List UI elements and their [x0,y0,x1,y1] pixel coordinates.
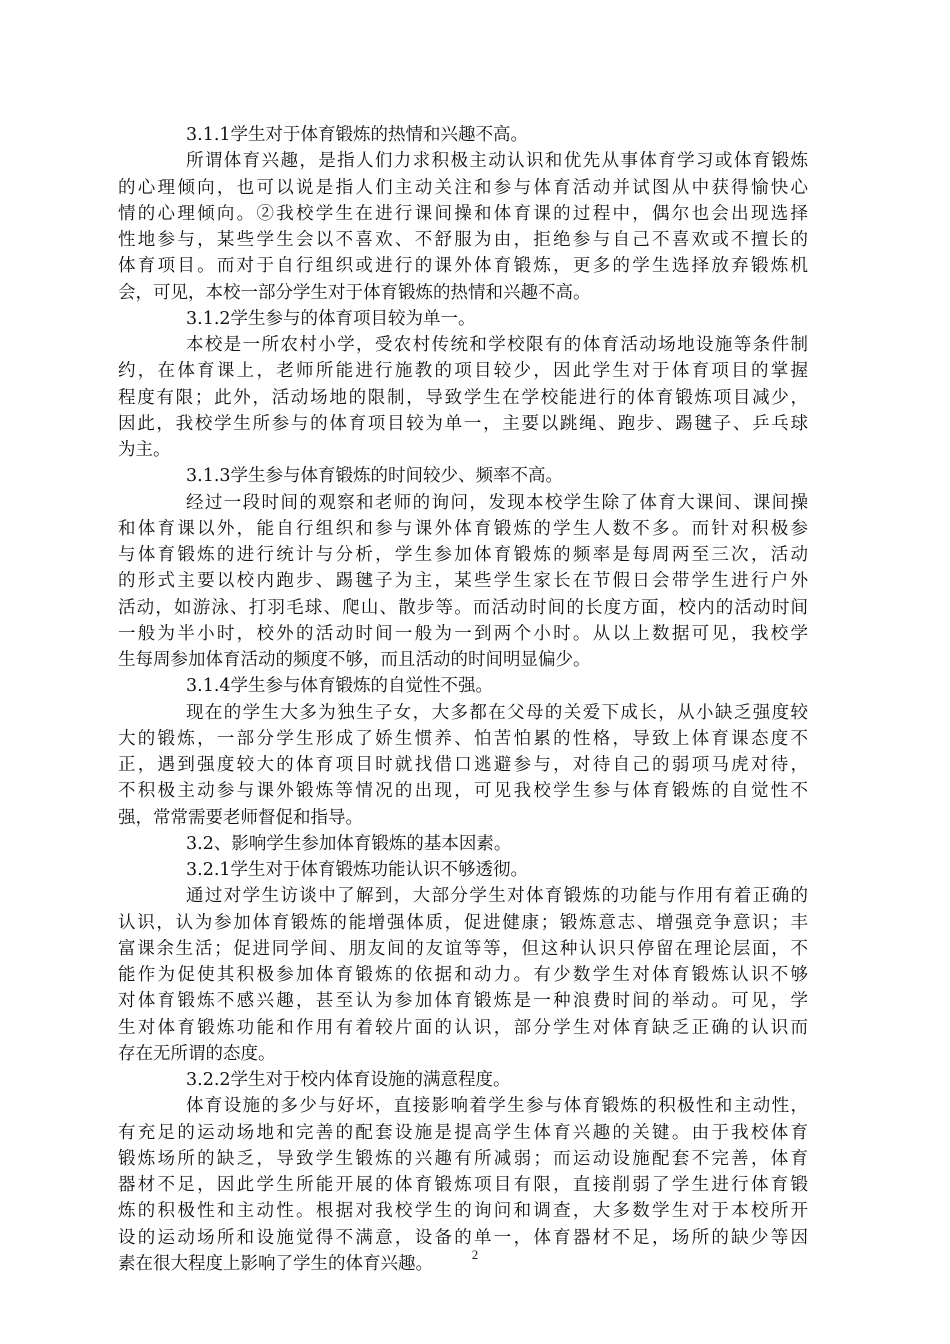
text-line: 对体育锻炼不感兴趣，甚至认为参加体育锻炼是一种浪费时间的举动。可见，学 [118,991,808,1012]
text-line: 正，遇到强度较大的体育项目时就找借口逃避参与，对待自己的弱项马虎对待， [118,755,808,775]
text-line: 3.1.4学生参与体育锻炼的自觉性不强。 [186,676,494,697]
text-line: 的心理倾向，也可以说是指人们主动关注和参与体育活动并试图从中获得愉快心 [118,177,808,198]
text-line: 为主。 [118,440,171,460]
text-line: 通过对学生访谈中了解到，大部分学生对体育锻炼的功能与作用有着正确的 [186,886,808,907]
text-line: 约，在体育课上，老师所能进行施教的项目较少，因此学生对于体育项目的掌握 [118,361,808,382]
text-line: 素在很大程度上影响了学生的体育兴趣。 [118,1253,433,1274]
text-line: 生对体育锻炼功能和作用有着较片面的认识，部分学生对体育缺乏正确的认识而 [118,1017,808,1038]
text-line: 一般为半小时，校外的活动时间一般为一到两个小时。从以上数据可见，我校学 [118,623,808,644]
text-line: 存在无所谓的态度。 [118,1043,276,1064]
text-line: 设的运动场所和设施觉得不满意，设备的单一，体育器材不足，场所的缺少等因 [118,1227,808,1248]
text-line: 3.2.2学生对于校内体育设施的满意程度。 [186,1070,511,1090]
text-line: 生每周参加体育活动的频度不够，而且活动的时间明显偏少。 [118,650,591,670]
text-line: 锻炼场所的缺乏，导致学生锻炼的兴趣有所减弱；而运动设施配套不完善，体育 [118,1148,808,1169]
text-line: 性地参与，某些学生会以不喜欢、不舒服为由，拒绝参与自己不喜欢或不擅长的 [118,230,808,250]
text-line: 强，常常需要老师督促和指导。 [118,807,363,828]
text-line: 所谓体育兴趣，是指人们力求积极主动认识和优先从事体育学习或体育锻炼 [186,151,808,172]
text-line: 体育设施的多少与好坏，直接影响着学生参与体育锻炼的积极性和主动性， [186,1096,808,1117]
document-body [118,122,808,1277]
text-line: 因此，我校学生所参与的体育项目较为单一，主要以跳绳、跑步、踢毽子、乒乓球 [118,413,808,434]
text-line: 的形式主要以校内跑步、踢毽子为主，某些学生家长在节假日会带学生进行户外 [118,571,808,592]
text-line: 器材不足，因此学生所能开展的体育锻炼项目有限，直接削弱了学生进行体育锻 [118,1175,808,1195]
text-line: 现在的学生大多为独生子女，大多都在父母的关爱下成长，从小缺乏强度较 [186,702,808,723]
text-line: 与体育锻炼的进行统计与分析，学生参加体育锻炼的频率是每周两至三次，活动 [118,545,808,565]
text-line: 情的心理倾向。②我校学生在进行课间操和体育课的过程中，偶尔也会出现选择 [118,203,808,224]
text-line: 经过一段时间的观察和老师的询问，发现本校学生除了体育大课间、课间操 [186,492,808,513]
text-line: 不积极主动参与课外锻炼等情况的出现，可见我校学生参与体育锻炼的自觉性不 [118,781,808,802]
text-line: 和体育课以外，能自行组织和参与课外体育锻炼的学生人数不多。而针对积极参 [118,518,808,539]
text-line: 认识，认为参加体育锻炼的能增强体质，促进健康；锻炼意志、增强竞争意识；丰 [118,912,808,933]
text-line: 3.1.2学生参与的体育项目较为单一。 [186,308,476,329]
text-line: 3.2.1学生对于体育锻炼功能认识不够透彻。 [186,860,529,880]
text-line: 会，可见，本校一部分学生对于体育锻炼的热情和兴趣不高。 [118,282,591,303]
text-line: 能作为促使其积极参加体育锻炼的依据和动力。有少数学生对体育锻炼认识不够 [118,965,808,985]
text-line: 有充足的运动场地和完善的配套设施是提高学生体育兴趣的关键。由于我校体育 [118,1122,808,1143]
text-line: 活动，如游泳、打羽毛球、爬山、散步等。而活动时间的长度方面，校内的活动时间 [118,597,808,618]
text-line: 体育项目。而对于自行组织或进行的课外体育锻炼，更多的学生选择放弃锻炼机 [118,256,808,277]
text-line: 3.1.3学生参与体育锻炼的时间较少、频率不高。 [186,466,564,487]
text-line: 3.1.1学生对于体育锻炼的热情和兴趣不高。 [186,125,529,145]
text-line: 本校是一所农村小学，受农村传统和学校限有的体育活动场地设施等条件制 [186,335,808,355]
text-line: 富课余生活；促进同学间、朋友间的友谊等等，但这种认识只停留在理论层面，不 [118,938,808,959]
text-line: 3.2、影响学生参加体育锻炼的基本因素。 [186,833,512,854]
text-line: 炼的积极性和主动性。根据对我校学生的询问和调查，大多数学生对于本校所开 [118,1201,808,1222]
text-line: 大的锻炼，一部分学生形成了娇生惯养、怕苦怕累的性格，导致上体育课态度不 [118,728,808,749]
text-line: 程度有限；此外，活动场地的限制，导致学生在学校能进行的体育锻炼项目减少， [118,387,808,408]
page-number: 2 [471,1247,479,1262]
